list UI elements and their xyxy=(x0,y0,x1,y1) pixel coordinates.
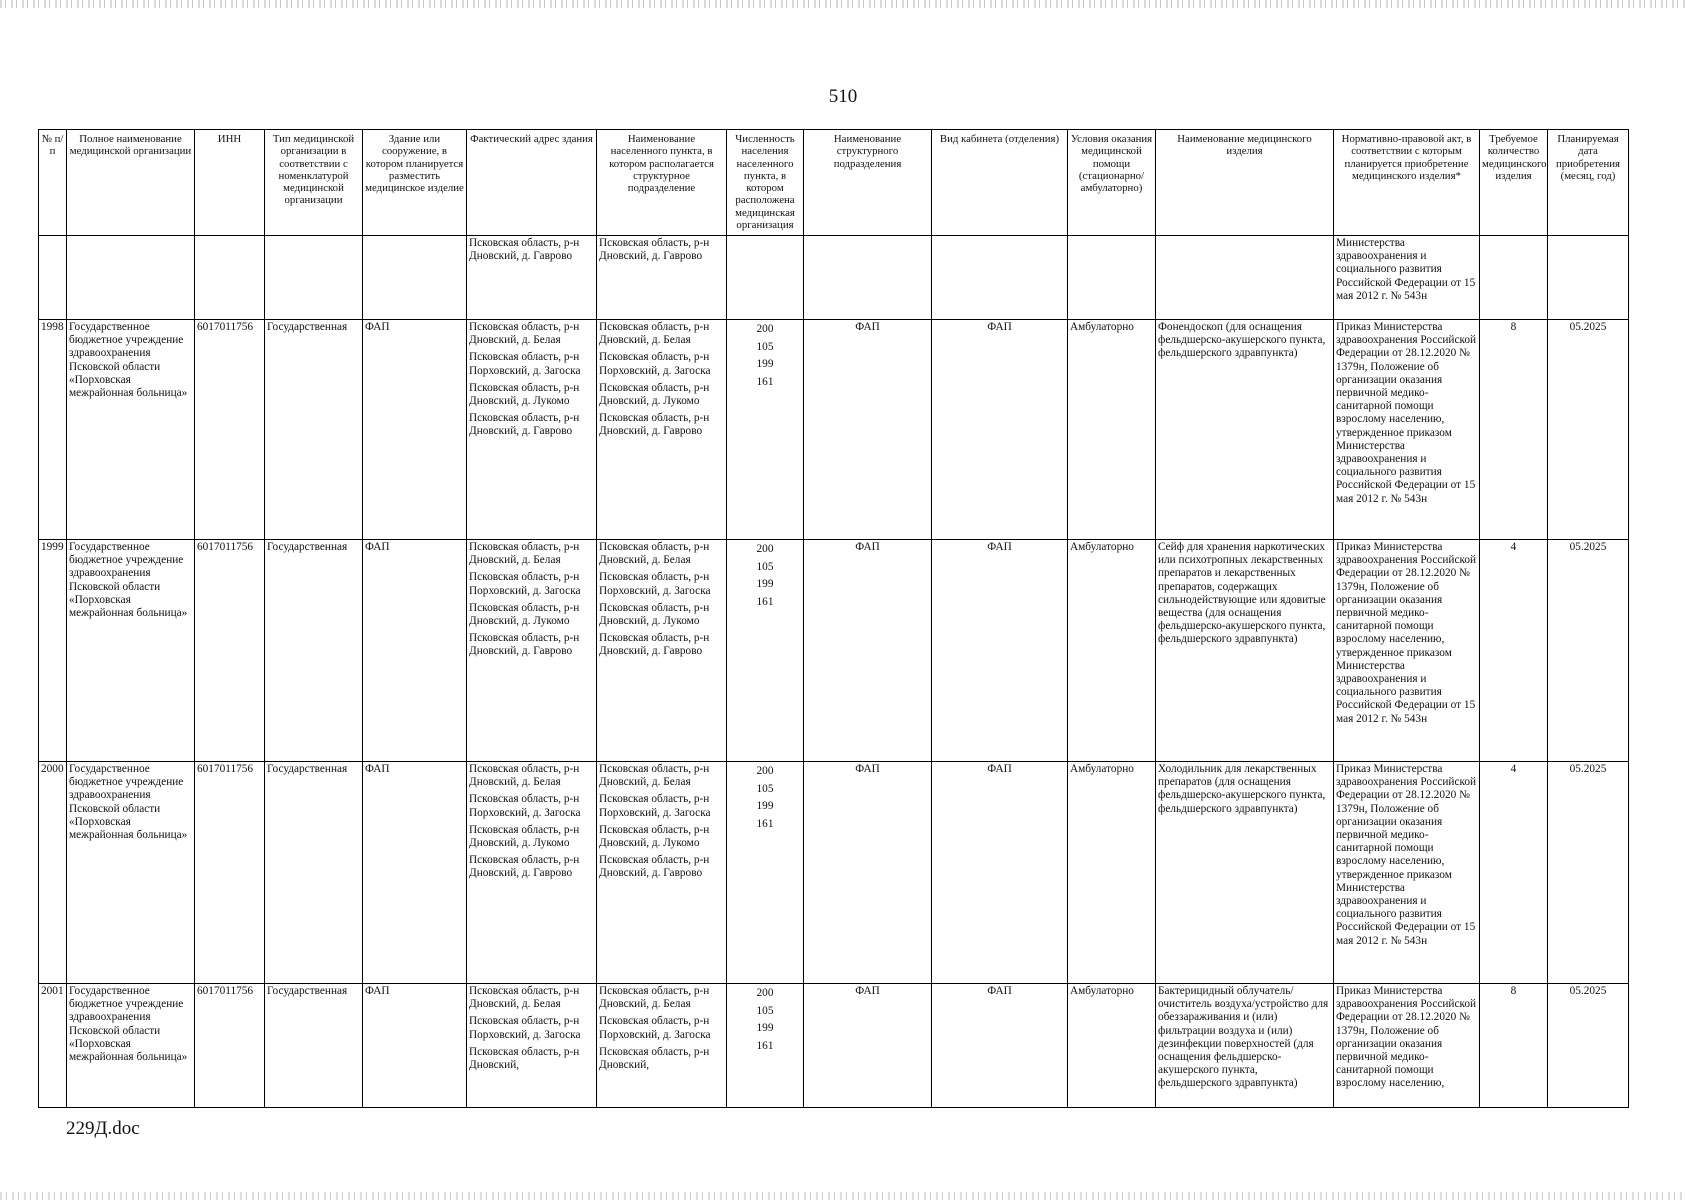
row-type: Государственная xyxy=(265,540,363,762)
page-number: 510 xyxy=(828,86,858,107)
row-cabinet: ФАП xyxy=(932,984,1068,1108)
row-settlements: Псковская область, р-н Дновский, д. Белая Псковская область, р-н Порховский, д. Загоска Псковская область, р-н Дновский, д. Лукомо Псковская область, р-н Дновский, д. Гаврово xyxy=(597,320,727,540)
medical-devices-table xyxy=(38,129,1629,1108)
header-inn: ИНН xyxy=(195,130,265,236)
scan-edge-top xyxy=(0,0,1686,8)
row-building: ФАП xyxy=(363,540,467,762)
continuation-act: Министерства здравоохранения и социального развития Российской Федерации от 15 мая 2012 г. № 543н xyxy=(1334,236,1480,320)
row-building: ФАП xyxy=(363,762,467,984)
header-act: Нормативно-правовой акт, в соответствии с которым планируется приобретение медицинского изделия* xyxy=(1334,130,1480,236)
row-addresses: Псковская область, р-н Дновский, д. Белая Псковская область, р-н Порховский, д. Загоска Псковская область, р-н Дновский, д. Лукомо Псковская область, р-н Дновский, д. Гаврово xyxy=(467,762,597,984)
table-header-row xyxy=(39,130,1629,236)
row-unit: ФАП xyxy=(804,984,932,1108)
row-type: Государственная xyxy=(265,762,363,984)
row-type: Государственная xyxy=(265,984,363,1108)
row-qty: 8 xyxy=(1480,984,1548,1108)
row-cabinet: ФАП xyxy=(932,762,1068,984)
table-row xyxy=(39,762,1629,984)
row-date: 05.2025 xyxy=(1548,984,1629,1108)
table-row xyxy=(39,984,1629,1108)
row-date: 05.2025 xyxy=(1548,320,1629,540)
row-org: Государственное бюджетное учреждение здравоохранения Псковской области «Порховская межрайонная больница» xyxy=(67,320,195,540)
header-date: Планируемая дата приобретения (месяц, год) xyxy=(1548,130,1629,236)
row-population: 200 105 199 161 xyxy=(727,762,804,984)
header-device: Наименование медицинского изделия xyxy=(1156,130,1334,236)
row-conditions: Амбулаторно xyxy=(1068,320,1156,540)
row-num: 2001 xyxy=(39,984,67,1108)
header-qty: Требуемое количество медицинского изделия xyxy=(1480,130,1548,236)
row-device: Фонендоскоп (для оснащения фельдшерско-акушерского пункта, фельдшерского здравпункта) xyxy=(1156,320,1334,540)
row-num: 2000 xyxy=(39,762,67,984)
header-address: Фактический адрес здания xyxy=(467,130,597,236)
row-date: 05.2025 xyxy=(1548,762,1629,984)
row-date: 05.2025 xyxy=(1548,540,1629,762)
row-qty: 8 xyxy=(1480,320,1548,540)
header-population: Численность населения населенного пункта, в котором расположена медицинская организация xyxy=(727,130,804,236)
row-cabinet: ФАП xyxy=(932,540,1068,762)
row-act: Приказ Министерства здравоохранения Российской Федерации от 28.12.2020 № 1379н, Положение об организации оказания первичной медико-санитарной помощи взрослому населению, xyxy=(1334,984,1480,1108)
row-settlements: Псковская область, р-н Дновский, д. Белая Псковская область, р-н Порховский, д. Загоска Псковская область, р-н Дновский, д. Лукомо Псковская область, р-н Дновский, д. Гаврово xyxy=(597,762,727,984)
row-inn: 6017011756 xyxy=(195,320,265,540)
row-population: 200 105 199 161 xyxy=(727,320,804,540)
table-row xyxy=(39,540,1629,762)
footer-filename: 229Д.doc xyxy=(66,1118,140,1139)
row-act: Приказ Министерства здравоохранения Российской Федерации от 28.12.2020 № 1379н, Положение об организации оказания первичной медико-санитарной помощи взрослому населению, утвержденное приказом Министерства здравоохранения и социального развития Российской Федерации от 15 мая 2012 г. № 543н xyxy=(1334,320,1480,540)
row-num: 1998 xyxy=(39,320,67,540)
row-unit: ФАП xyxy=(804,320,932,540)
row-qty: 4 xyxy=(1480,762,1548,984)
header-unit: Наименование структурного подразделения xyxy=(804,130,932,236)
header-cabinet: Вид кабинета (отделения) xyxy=(932,130,1068,236)
row-device: Бактерицидный облучатель/очиститель воздуха/устройство для обеззараживания и (или) фильтрации воздуха и (или) дезинфекции поверхностей (для оснащения фельдшерско-акушерского пункта, фельдшерского здравпункта) xyxy=(1156,984,1334,1108)
scan-edge-bottom xyxy=(0,1192,1686,1200)
row-population: 200 105 199 161 xyxy=(727,984,804,1108)
table-row xyxy=(39,320,1629,540)
row-act: Приказ Министерства здравоохранения Российской Федерации от 28.12.2020 № 1379н, Положение об организации оказания первичной медико-санитарной помощи взрослому населению, утвержденное приказом Министерства здравоохранения и социального развития Российской Федерации от 15 мая 2012 г. № 543н xyxy=(1334,540,1480,762)
header-type: Тип медицинской организации в соответствии с номенклатурой медицинской организации xyxy=(265,130,363,236)
row-cabinet: ФАП xyxy=(932,320,1068,540)
continuation-address: Псковская область, р-н Дновский, д. Гаврово xyxy=(467,236,597,320)
continuation-settlement: Псковская область, р-н Дновский, д. Гаврово xyxy=(597,236,727,320)
header-conditions: Условия оказания медицинской помощи (стационарно/амбулаторно) xyxy=(1068,130,1156,236)
row-settlements: Псковская область, р-н Дновский, д. Белая Псковская область, р-н Порховский, д. Загоска Псковская область, р-н Дновский, xyxy=(597,984,727,1108)
header-num: № п/п xyxy=(39,130,67,236)
row-addresses: Псковская область, р-н Дновский, д. Белая Псковская область, р-н Порховский, д. Загоска Псковская область, р-н Дновский, д. Лукомо Псковская область, р-н Дновский, д. Гаврово xyxy=(467,540,597,762)
table-row-continuation xyxy=(39,236,1629,320)
row-device: Холодильник для лекарственных препаратов (для оснащения фельдшерско-акушерского пункта, фельдшерского здравпункта) xyxy=(1156,762,1334,984)
row-qty: 4 xyxy=(1480,540,1548,762)
row-act: Приказ Министерства здравоохранения Российской Федерации от 28.12.2020 № 1379н, Положение об организации оказания первичной медико-санитарной помощи взрослому населению, утвержденное приказом Министерства здравоохранения и социального развития Российской Федерации от 15 мая 2012 г. № 543н xyxy=(1334,762,1480,984)
row-addresses: Псковская область, р-н Дновский, д. Белая Псковская область, р-н Порховский, д. Загоска Псковская область, р-н Дновский, xyxy=(467,984,597,1108)
row-unit: ФАП xyxy=(804,540,932,762)
row-addresses: Псковская область, р-н Дновский, д. Белая Псковская область, р-н Порховский, д. Загоска Псковская область, р-н Дновский, д. Лукомо Псковская область, р-н Дновский, д. Гаврово xyxy=(467,320,597,540)
row-conditions: Амбулаторно xyxy=(1068,540,1156,762)
row-org: Государственное бюджетное учреждение здравоохранения Псковской области «Порховская межрайонная больница» xyxy=(67,762,195,984)
row-inn: 6017011756 xyxy=(195,540,265,762)
row-building: ФАП xyxy=(363,320,467,540)
row-unit: ФАП xyxy=(804,762,932,984)
row-org: Государственное бюджетное учреждение здравоохранения Псковской области «Порховская межрайонная больница» xyxy=(67,984,195,1108)
row-population: 200 105 199 161 xyxy=(727,540,804,762)
row-num: 1999 xyxy=(39,540,67,762)
header-settlement: Наименование населенного пункта, в котором располагается структурное подразделение xyxy=(597,130,727,236)
header-org: Полное наименование медицинской организации xyxy=(67,130,195,236)
row-type: Государственная xyxy=(265,320,363,540)
row-conditions: Амбулаторно xyxy=(1068,762,1156,984)
row-org: Государственное бюджетное учреждение здравоохранения Псковской области «Порховская межрайонная больница» xyxy=(67,540,195,762)
row-building: ФАП xyxy=(363,984,467,1108)
row-settlements: Псковская область, р-н Дновский, д. Белая Псковская область, р-н Порховский, д. Загоска Псковская область, р-н Дновский, д. Лукомо Псковская область, р-н Дновский, д. Гаврово xyxy=(597,540,727,762)
row-inn: 6017011756 xyxy=(195,984,265,1108)
header-building: Здание или сооружение, в котором планируется разместить медицинское изделие xyxy=(363,130,467,236)
row-inn: 6017011756 xyxy=(195,762,265,984)
row-device: Сейф для хранения наркотических или психотропных лекарственных препаратов и лекарственных препаратов, содержащих сильнодействующие или ядовитые вещества (для оснащения фельдшерско-акушерского пункта, фельдшерского здравпункта) xyxy=(1156,540,1334,762)
row-conditions: Амбулаторно xyxy=(1068,984,1156,1108)
